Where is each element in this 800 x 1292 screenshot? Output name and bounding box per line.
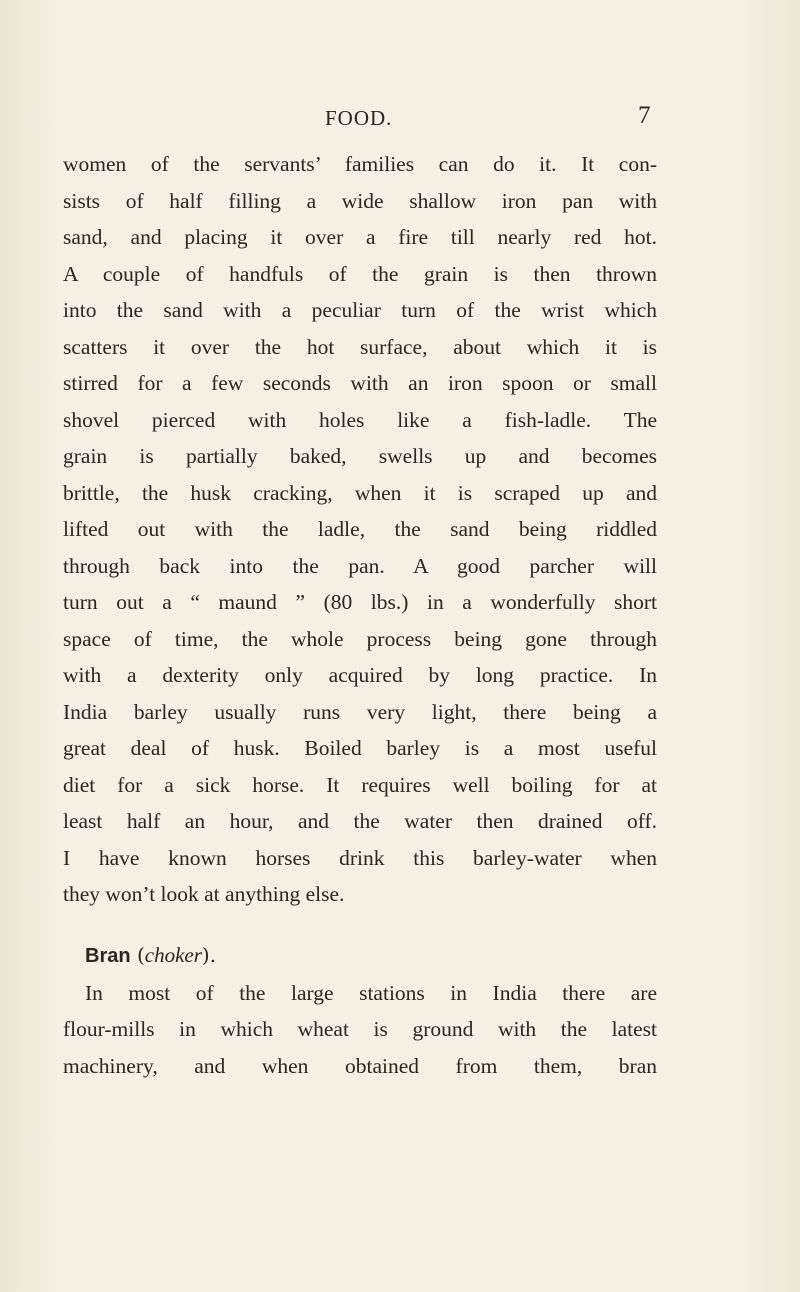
text-line: scatters it over the hot surface, about which it is [63,334,657,359]
text-line: machinery, and when obtained from them, bran [63,1053,657,1078]
text-line: India barley usually runs very light, there being a [63,699,657,724]
text-line: I have known horses drink this barley-water when [63,845,657,870]
paragraph-barley-parching [63,146,657,913]
section-heading-title: Bran [85,944,131,967]
text-line: grain is partially baked, swells up and becomes [63,444,657,468]
text-line: sists of half filling a wide shallow iron pan with [63,188,657,213]
section-heading-italic: choker [144,942,202,967]
text-line: least half an hour, and the water then drained off. [63,809,657,833]
text-line: space of time, the whole process being gone through [63,626,657,651]
page-number: 7 [638,102,651,129]
text-line: turn out a “ maund ” (80 lbs.) in a wonderfully short [63,590,657,614]
section-heading-aside [137,943,216,967]
text-line: great deal of husk. Boiled barley is a most useful [63,736,657,760]
page-header [0,100,800,140]
section-spacer [63,913,657,935]
text-line: flour-mills in which wheat is ground with the latest [63,1017,657,1041]
text-line: diet for a sick horse. It requires well boiling for at [63,772,657,797]
running-head: FOOD. [325,106,393,130]
text-line: into the sand with a peculiar turn of the wrist which [63,298,657,322]
paren-close: ). [201,942,217,967]
paren-open: ( [136,942,145,967]
text-line: stirred for a few seconds with an iron spoon or small [63,371,657,395]
text-line: through back into the pan. A good parcher will [63,553,657,578]
text-line: with a dexterity only acquired by long practice. In [63,663,657,687]
text-line: they won’t look at anything else. [63,882,345,906]
text-line: brittle, the husk cracking, when it is scraped up and [63,480,657,505]
text-line: A couple of handfuls of the grain is then thrown [63,261,657,286]
text-line: sand, and placing it over a fire till nearly red hot. [63,225,657,249]
paragraph-bran [63,975,657,1085]
text-line: In most of the large stations in India there are [85,980,657,1005]
body-text [63,146,657,1084]
text-line: shovel pierced with holes like a fish-ladle. The [63,407,657,432]
section-heading-bran [63,935,657,975]
text-line: lifted out with the ladle, the sand being riddled [63,517,657,541]
text-line: women of the servants’ families can do it. It con- [63,152,657,176]
